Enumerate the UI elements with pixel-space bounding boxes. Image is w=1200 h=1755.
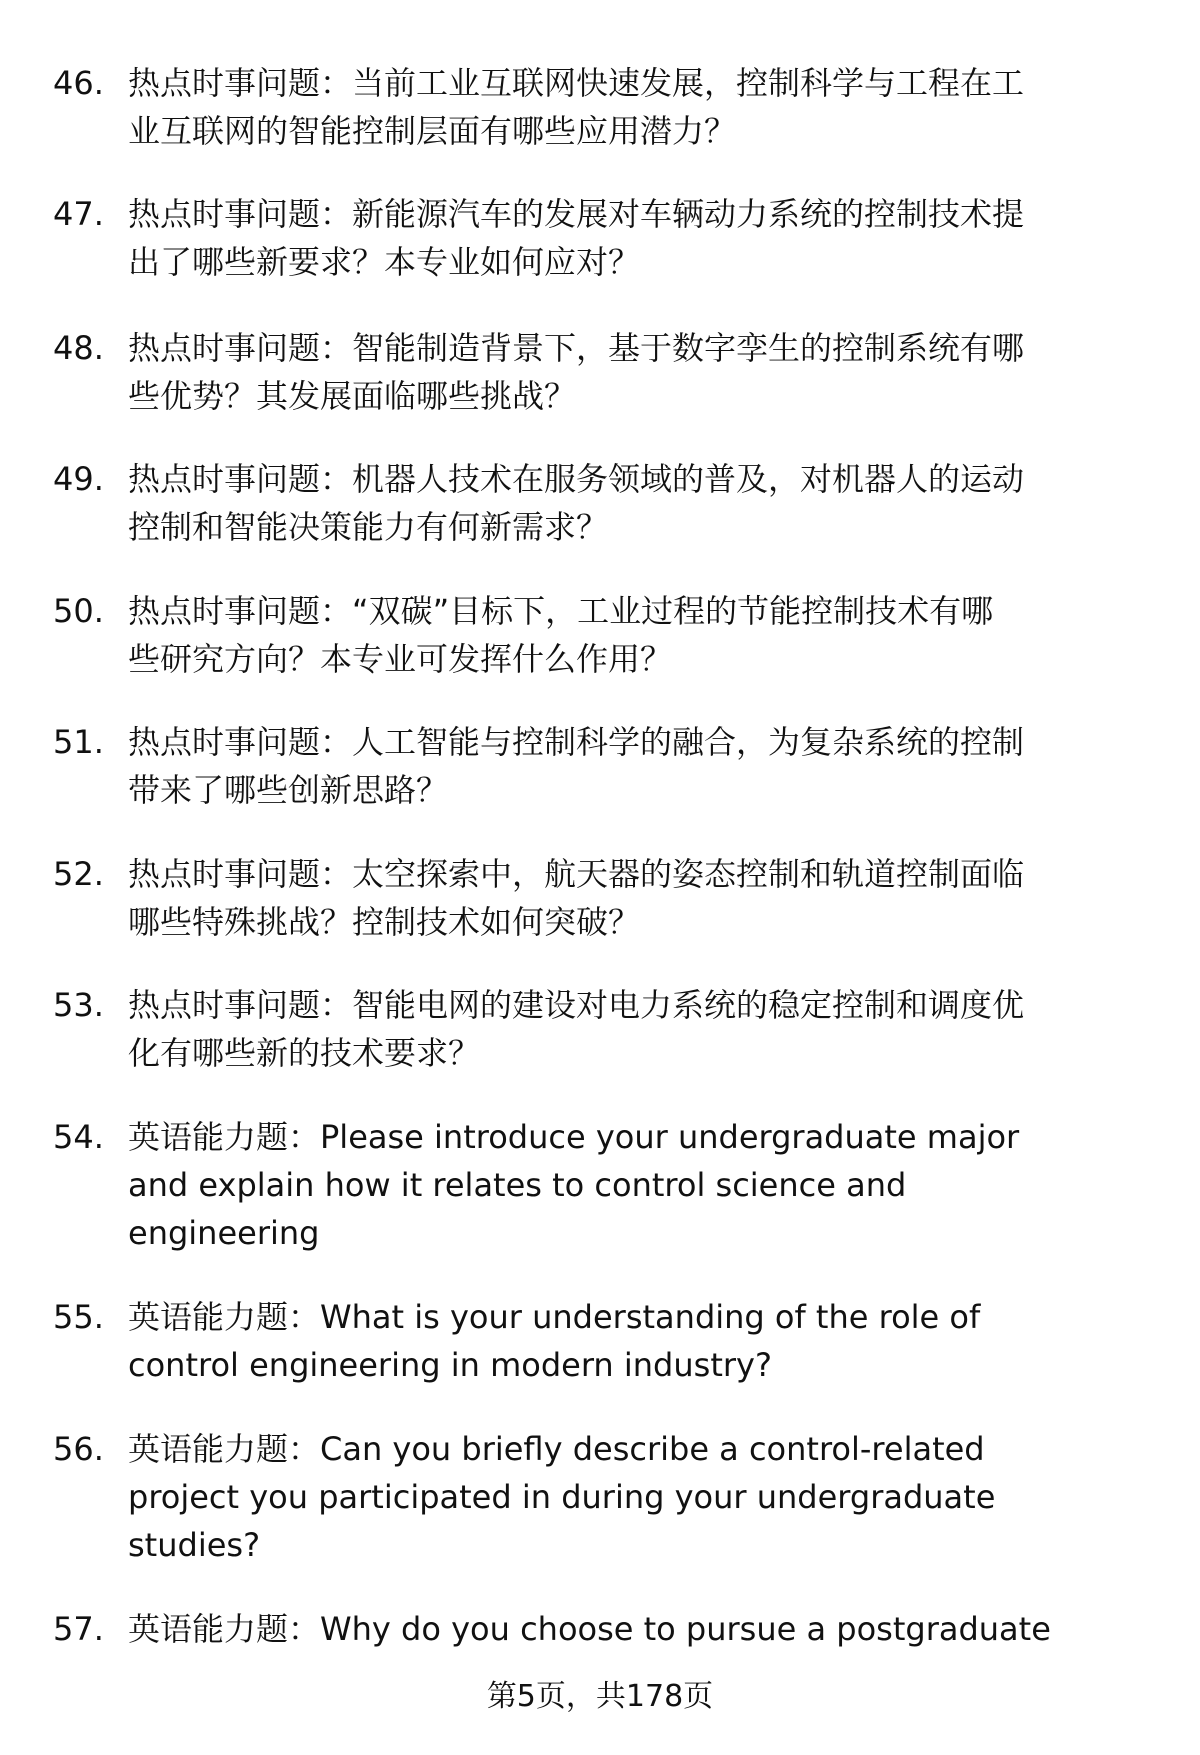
question-line: 英语能力题：What is your understanding of the role of [128,1298,981,1336]
question-text [128,981,1143,1077]
question-text [128,455,1143,551]
question-line: 英语能力题：Why do you choose to pursue a postgraduate [128,1610,1051,1648]
question-text [128,587,1143,683]
question-text [128,718,1143,814]
question-text [128,1293,1143,1389]
question-line: 热点时事问题：机器人技术在服务领域的普及，对机器人的运动 [128,460,1025,498]
question-number: 57. [53,1610,104,1648]
question-line: 出了哪些新要求？本专业如何应对？ [128,243,641,281]
question-number: 55. [53,1298,104,1336]
question-line: and explain how it relates to control science and [128,1166,907,1204]
question-line: 英语能力题：Can you briefly describe a control-related [128,1430,985,1468]
question-line: 热点时事问题：太空探索中，航天器的姿态控制和轨道控制面临 [128,855,1025,893]
question-line: 些研究方向？本专业可发挥什么作用？ [128,640,673,678]
question-line: 业互联网的智能控制层面有哪些应用潜力？ [128,112,737,150]
question-number: 53. [53,986,104,1024]
question-number: 54. [53,1118,104,1156]
question-line: 热点时事问题：智能制造背景下，基于数字孪生的控制系统有哪 [128,329,1025,367]
question-text [128,324,1143,420]
question-text [128,1605,1143,1653]
question-line: 化有哪些新的技术要求？ [128,1034,481,1072]
question-line: project you participated in during your undergraduate [128,1478,996,1516]
question-line: 些优势？其发展面临哪些挑战？ [128,377,577,415]
question-number: 47. [53,195,104,233]
question-line: 热点时事问题：当前工业互联网快速发展，控制科学与工程在工 [128,64,1025,102]
question-text [128,190,1143,286]
question-line: control engineering in modern industry? [128,1346,772,1384]
question-line: 热点时事问题：新能源汽车的发展对车辆动力系统的控制技术提 [128,195,1025,233]
question-text [128,1113,1143,1257]
question-number: 46. [53,64,104,102]
question-line: 热点时事问题：人工智能与控制科学的融合，为复杂系统的控制 [128,723,1025,761]
question-number: 50. [53,592,104,630]
question-line: studies? [128,1526,261,1564]
question-line: 哪些特殊挑战？控制技术如何突破？ [128,903,641,941]
question-number: 51. [53,723,104,761]
question-line: 控制和智能决策能力有何新需求？ [128,508,609,546]
question-number: 52. [53,855,104,893]
page-footer: 第5页，共178页 [486,1679,714,1714]
question-line: 热点时事问题：智能电网的建设对电力系统的稳定控制和调度优 [128,986,1025,1024]
question-line: 英语能力题：Please introduce your undergraduate major [128,1118,1020,1156]
question-line: 热点时事问题：“双碳”目标下，工业过程的节能控制技术有哪 [128,592,994,630]
question-number: 48. [53,329,104,367]
question-text [128,1425,1143,1569]
question-number: 49. [53,460,104,498]
question-text [128,850,1143,946]
question-line: engineering [128,1214,320,1252]
question-text [128,59,1143,155]
question-line: 带来了哪些创新思路？ [128,771,449,809]
question-number: 56. [53,1430,104,1468]
